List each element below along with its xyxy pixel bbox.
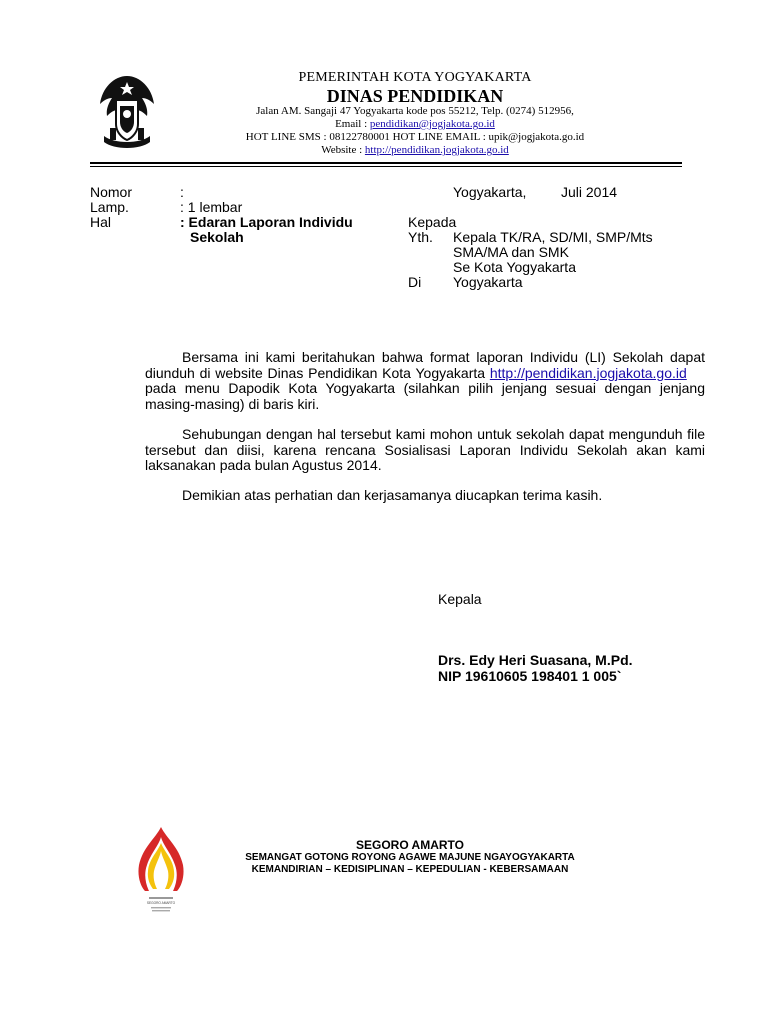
hal-label: Hal bbox=[90, 214, 112, 230]
letterhead-hotline: HOT LINE SMS : 08122780001 HOT LINE EMAIL : upik@jogjakota.go.id bbox=[245, 131, 585, 143]
paragraph-2-text: Sehubungan dengan hal tersebut kami mohon untuk sekolah dapat mengunduh file tersebut dan diisi, karena rencana Sosialisasi Laporan Individu Sekolah akan kami laksanakan pada bulan Agustus 2014. bbox=[145, 426, 705, 473]
yth-label: Yth. bbox=[408, 229, 433, 245]
paragraph-1 bbox=[145, 350, 705, 412]
recipient-line1: Kepala TK/RA, SD/MI, SMP/Mts bbox=[453, 229, 653, 245]
letterhead-address: Jalan AM. Sangaji 47 Yogyakarta kode pos 55212, Telp. (0274) 512956, bbox=[256, 105, 574, 117]
footer-slogan-line2: KEMANDIRIAN – KEDISIPLINAN – KEPEDULIAN - KEBERSAMAAN bbox=[251, 864, 569, 875]
city-crest-icon bbox=[96, 70, 158, 152]
paragraph-1-text: Bersama ini kami beritahukan bahwa format laporan Individu (LI) Sekolah dapat diunduh di website Dinas Pendidikan Kota Yogyakarta bbox=[145, 349, 705, 381]
hal-value-line2: Sekolah bbox=[190, 229, 244, 245]
di-label: Di bbox=[408, 274, 422, 290]
recipient-line3: Se Kota Yogyakarta bbox=[453, 259, 576, 275]
email-label: Email : bbox=[335, 118, 370, 130]
government-name: PEMERINTAH KOTA YOGYAKARTA bbox=[298, 70, 532, 85]
footer-slogan-line1: SEMANGAT GOTONG ROYONG AGAWE MAJUNE NGAYOGYAKARTA bbox=[245, 852, 575, 863]
footer-motto: SEGORO AMARTO bbox=[355, 838, 464, 852]
email-link[interactable]: pendidikan@jogjakota.go.id bbox=[369, 118, 495, 130]
department-name: DINAS PENDIDIKAN bbox=[326, 86, 504, 106]
website-label: Website : bbox=[321, 144, 365, 156]
letterhead-website-line bbox=[190, 144, 640, 157]
letterhead-divider-thick bbox=[90, 162, 682, 164]
paragraph-3 bbox=[145, 488, 705, 504]
hal-value-line1: : Edaran Laporan Individu bbox=[180, 214, 353, 230]
nomor-value: : bbox=[180, 184, 184, 200]
svg-text:SEGORO AMARTO: SEGORO AMARTO bbox=[146, 901, 176, 905]
place: Yogyakarta, bbox=[453, 184, 527, 200]
signature-title: Kepala bbox=[438, 591, 482, 607]
website-link[interactable]: http://pendidikan.jogjakota.go.id bbox=[364, 144, 509, 156]
paragraph-3-text: Demikian atas perhatian dan kerjasamanya diucapkan terima kasih. bbox=[182, 487, 603, 503]
letterhead-email-line bbox=[190, 118, 640, 131]
di-value: Yogyakarta bbox=[453, 274, 523, 290]
letterhead-divider-thin bbox=[90, 166, 682, 167]
kepada-label: Kepada bbox=[408, 214, 457, 230]
nomor-label: Nomor bbox=[90, 184, 133, 200]
paragraph-1-link[interactable]: http://pendidikan.jogjakota.go.id bbox=[489, 364, 687, 381]
signature-name: Drs. Edy Heri Suasana, M.Pd. bbox=[438, 652, 633, 668]
lamp-label: Lamp. bbox=[90, 199, 129, 215]
recipient-line2: SMA/MA dan SMK bbox=[453, 244, 569, 260]
letter-date: Juli 2014 bbox=[561, 184, 618, 200]
lamp-value: : 1 lembar bbox=[180, 199, 243, 215]
signature-nip: NIP 19610605 198401 1 005` bbox=[438, 668, 622, 684]
paragraph-1-text-end: pada menu Dapodik Kota Yogyakarta (silahkan pilih jenjang sesuai dengan jenjang masing-masing) di baris kiri. bbox=[145, 380, 705, 412]
paragraph-2 bbox=[145, 427, 705, 474]
segoro-amarto-logo-icon bbox=[135, 825, 187, 915]
